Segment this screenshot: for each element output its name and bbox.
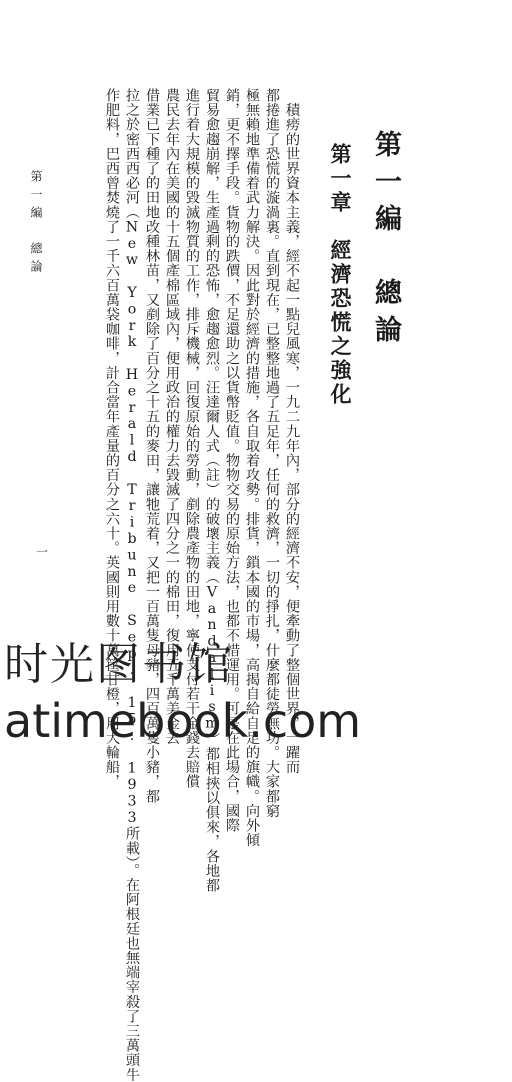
body-text-column: 積痨的世界資本主義，經不起一點兒風寒，一九二九年內，部分的經濟不安，便牽動了整個世界，一躍而 (284, 88, 300, 775)
chapter-title: 第一章 經濟恐慌之強化 (328, 143, 353, 407)
body-text-column: 拉之於密西西必河（New York Herald Tribune Sep. 15. 1933所載）。在阿根廷也無端宰殺了三萬頭牛 (124, 88, 140, 1082)
running-header: 第一編 總論 (29, 170, 43, 278)
body-text-column: 進行着大規模的毀滅物質的工作，排斥機械，回復原始的勞動，剷除農產物的田地，寧使支付若干金錢去賠償 (184, 88, 200, 789)
body-text-column: 借業已下種了的田地改種林苗，又剷除了百分之十五的麥田，讓牠荒着，又把一百萬隻母豬，四百萬隻小豬，都 (144, 88, 160, 804)
page-number: 一 (36, 545, 49, 559)
watermark-url: atimebook.com (4, 694, 362, 748)
body-text-column: 銷，更不擇手段。貨物的跌價，不足還助之以貨幣貶值。物物交易的原始方法，也都不惜運用。可是在此場合，國際 (224, 88, 240, 833)
watermark-chinese: 时光图书馆 (4, 639, 234, 690)
body-text-column: 都捲進了恐慌的漩渦裏。直到現在，已整整地過了五足年，任何的救濟，一切的掙扎，什麼都徒勞無功。大家都窮 (264, 88, 280, 818)
body-text-column: 貿易愈趨崩解，生產過剩的恐怖，愈趨愈烈。汪達爾人式（註）的破壞主義（Vandalism）都相挾以俱來，各地都 (204, 88, 220, 893)
part-title: 第一編 總論 (370, 130, 401, 352)
body-text-column: 極無賴地準備着武力解決。因此對於經濟的措施，各自取着攻勢。排貨，鎖本國的市場，高揭自給自足的旗幟。向外傾 (244, 88, 260, 848)
body-text-column: 作肥料，巴西曾焚燒了一千六百萬袋咖啡，計合當年產量的百分之六十。英國則用數十萬筐甘橙，用大輪船， (104, 88, 120, 789)
body-text-column: 農民去年內在美國的十五個產棉區域內，便用政治的權力去毀滅了四分之一的棉田，復用五千萬美金去 (164, 88, 180, 745)
